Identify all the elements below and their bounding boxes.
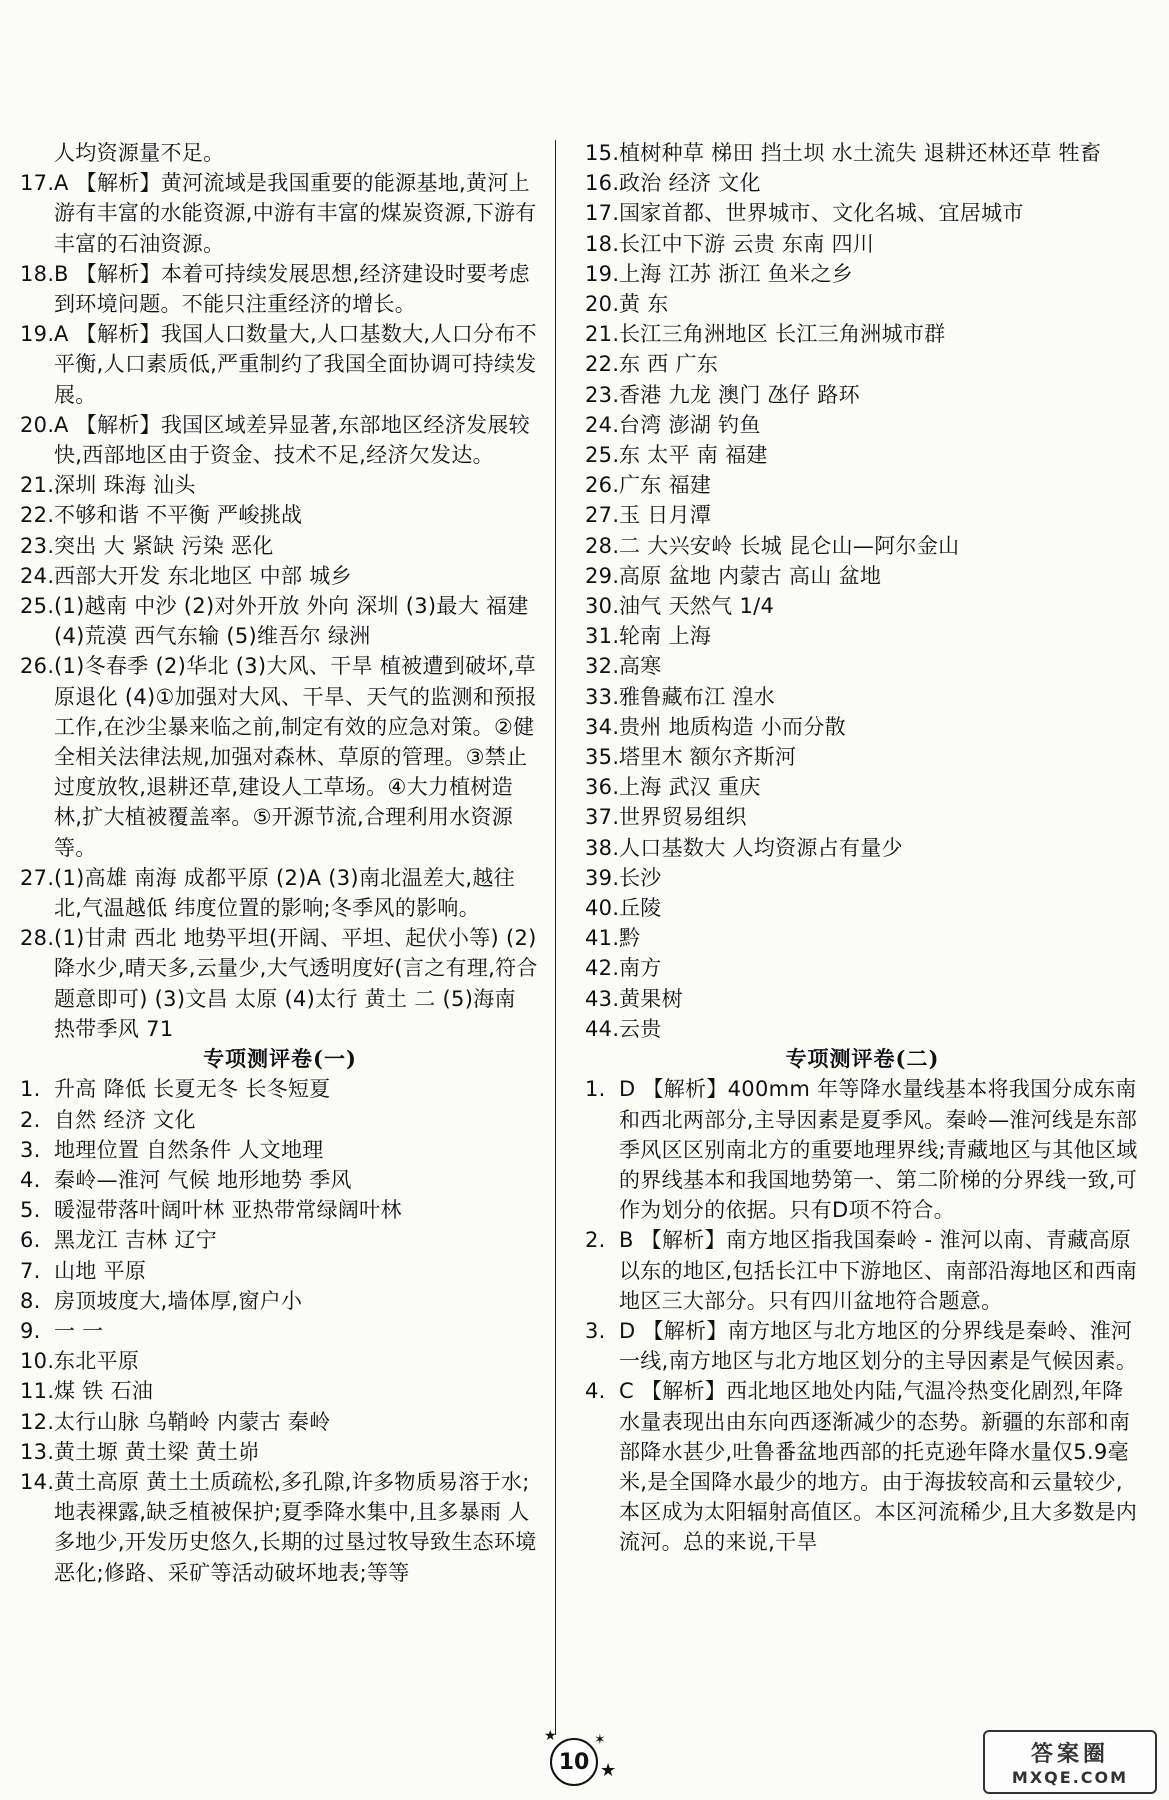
answer-number: 22.	[585, 352, 620, 377]
answer-number: 41.	[585, 926, 620, 951]
answer-text: 轮南 上海	[619, 624, 712, 649]
answer-number: 4.	[20, 1167, 41, 1192]
answer-item	[20, 1195, 540, 1225]
answer-item	[20, 1105, 540, 1135]
answer-text: 玉 日月潭	[619, 503, 712, 528]
answer-text: 国家首都、世界城市、文化名城、宜居城市	[619, 201, 1024, 226]
answer-item	[585, 531, 1140, 561]
answer-item	[20, 1407, 540, 1437]
answer-item	[585, 923, 1140, 953]
answer-number: 27.	[585, 503, 620, 528]
answer-item	[20, 1225, 540, 1255]
answer-number: 17.	[585, 201, 620, 226]
answer-item	[585, 953, 1140, 983]
answer-item	[20, 1316, 540, 1346]
answer-item	[585, 1225, 1140, 1316]
answer-number: 12.	[20, 1409, 55, 1434]
answer-text: 黄土高原 黄土土质疏松,多孔隙,许多物质易溶于水;地表裸露,缺乏植被保护;夏季降水集中,且多暴雨 人多地少,开发历史悠久,长期的过垦过牧导致生态环境恶化;修路、采矿等活动破坏地表;等等	[54, 1469, 537, 1585]
answer-item	[585, 198, 1140, 228]
answer-text: 地理位置 自然条件 人文地理	[54, 1137, 324, 1162]
answer-text: 长江中下游 云贵 东南 四川	[619, 231, 875, 256]
answer-text: 东北平原	[54, 1349, 140, 1374]
answer-number: 2.	[585, 1228, 606, 1253]
answer-item	[585, 380, 1140, 410]
answer-item	[585, 772, 1140, 802]
answer-item	[20, 591, 540, 651]
answer-text: 秦岭—淮河 气候 地形地势 季风	[54, 1167, 352, 1192]
watermark-title: 答案圈	[1030, 1742, 1109, 1767]
answer-text: B 【解析】本着可持续发展思想,经济建设时要考虑到环境问题。不能只注重经济的增长。	[54, 261, 530, 317]
answer-number: 28.	[585, 533, 620, 558]
answer-text: 高原 盆地 内蒙古 高山 盆地	[619, 563, 882, 588]
answer-number: 14.	[20, 1469, 55, 1494]
answer-number: 35.	[585, 745, 620, 770]
answer-number: 18.	[585, 231, 620, 256]
answer-text: A 【解析】我国区域差异显著,东部地区经济发展较快,西部地区由于资金、技术不足,经济欠发达。	[54, 412, 530, 468]
answer-number: 39.	[585, 865, 620, 890]
answer-item	[585, 561, 1140, 591]
answer-number: 16.	[585, 171, 620, 196]
answer-text: 突出 大 紧缺 污染 恶化	[54, 533, 274, 558]
answer-item	[585, 440, 1140, 470]
answer-item	[585, 470, 1140, 500]
answer-text: 二 大兴安岭 长城 昆仑山—阿尔金山	[619, 533, 960, 558]
answer-item	[20, 1376, 540, 1406]
answer-number: 2.	[20, 1107, 41, 1132]
answer-number: 42.	[585, 956, 620, 981]
answer-text: (1)越南 中沙 (2)对外开放 外向 深圳 (3)最大 福建 (4)荒漠 西气东输 (5)维吾尔 绿洲	[54, 594, 529, 649]
answer-text: (1)高雄 南海 成都平原 (2)A (3)南北温差大,越往北,气温越低 纬度位置的影响;冬季风的影响。	[54, 865, 515, 921]
answer-number: 6.	[20, 1228, 41, 1253]
answer-number: 22.	[20, 503, 55, 528]
answer-text: 自然 经济 文化	[54, 1107, 196, 1132]
answer-text: 西部大开发 东北地区 中部 城乡	[54, 563, 352, 588]
answer-number: 25.	[20, 594, 55, 619]
answer-number: 43.	[585, 986, 620, 1011]
answer-number: 21.	[20, 473, 55, 498]
answer-item	[585, 682, 1140, 712]
answer-text: 深圳 珠海 汕头	[54, 473, 196, 498]
answer-number: 17.	[20, 171, 55, 196]
answer-item	[585, 1074, 1140, 1225]
answer-text: 黄果树	[619, 986, 683, 1011]
answer-number: 38.	[585, 835, 620, 860]
answer-item	[585, 500, 1140, 530]
answer-text: 高寒	[619, 654, 662, 679]
answer-text: 黔	[619, 926, 641, 951]
answer-text: 政治 经济 文化	[619, 171, 761, 196]
answer-item	[585, 712, 1140, 742]
answer-item	[585, 289, 1140, 319]
answer-item	[20, 1165, 540, 1195]
page-number-badge	[544, 1728, 617, 1786]
answer-number: 24.	[585, 412, 620, 437]
answer-text: 黄 东	[619, 292, 669, 317]
answer-text: 植树种草 梯田 挡土坝 水土流失 退耕还林还草 牲畜	[619, 141, 1102, 165]
answer-item	[585, 802, 1140, 832]
answer-text: 黄土塬 黄土梁 黄土峁	[54, 1439, 260, 1464]
answer-text: 广东 福建	[619, 473, 712, 498]
answer-item	[585, 893, 1140, 923]
left-column	[20, 138, 540, 1658]
answer-text: 上海 江苏 浙江 鱼米之乡	[619, 261, 853, 286]
answer-number: 30.	[585, 594, 620, 619]
answer-text: 长江三角洲地区 长江三角洲城市群	[619, 322, 946, 347]
answer-item	[585, 984, 1140, 1014]
answer-text: 东 太平 南 福建	[619, 443, 768, 468]
answer-number: 32.	[585, 654, 620, 679]
answer-number: 21.	[585, 322, 620, 347]
answer-text: 人口基数大 人均资源占有量少	[619, 835, 903, 860]
answer-text: 雅鲁藏布江 湟水	[619, 684, 776, 709]
answer-text: 丘陵	[619, 896, 662, 921]
answer-item	[585, 319, 1140, 349]
answer-text: 台湾 澎湖 钓鱼	[619, 412, 761, 437]
answer-text: B 【解析】南方地区指我国秦岭 - 淮河以南、青藏高原以东的地区,包括长江中下游地区、南部沿海地区和西南地区三大部分。只有四川盆地符合题意。	[619, 1228, 1138, 1313]
answer-text: 云贵	[619, 1016, 662, 1041]
answer-number: 15.	[585, 141, 620, 165]
answer-item	[585, 410, 1140, 440]
answer-text: 房顶坡度大,墙体厚,窗户小	[54, 1288, 303, 1313]
answer-text: (1)甘肃 西北 地势平坦(开阔、平坦、起伏小等) (2)降水少,晴天多,云量少,大气透明度好(言之有理,符合题意即可) (3)文昌 太原 (4)太行 黄土 二 (5)海南 热带季风 71	[54, 926, 538, 1041]
answer-number: 29.	[585, 563, 620, 588]
answer-item	[20, 470, 540, 500]
answer-text: 南方	[619, 956, 662, 981]
answer-number: 5.	[20, 1198, 41, 1223]
column-divider	[555, 140, 556, 1735]
answer-item	[20, 923, 540, 1044]
answer-number: 20.	[20, 412, 55, 437]
answer-text: 太行山脉 乌鞘岭 内蒙古 秦岭	[54, 1409, 331, 1434]
answer-text: 世界贸易组织	[619, 805, 747, 830]
answer-item	[585, 168, 1140, 198]
answer-item	[585, 742, 1140, 772]
answer-item	[585, 259, 1140, 289]
answer-number: 40.	[585, 896, 620, 921]
answer-number: 9.	[20, 1318, 41, 1343]
answer-item	[20, 531, 540, 561]
answer-number: 44.	[585, 1016, 620, 1041]
answer-number: 18.	[20, 261, 55, 286]
answer-item	[20, 1467, 540, 1588]
answer-text: 香港 九龙 澳门 氹仔 路环	[619, 382, 860, 407]
answer-item	[585, 1014, 1140, 1044]
answer-number: 26.	[585, 473, 620, 498]
answer-item	[585, 229, 1140, 259]
answer-item	[20, 168, 540, 259]
answer-text: 暖湿带落叶阔叶林 亚热带常绿阔叶林	[54, 1198, 402, 1223]
answer-text: (1)冬春季 (2)华北 (3)大风、干旱 植被遭到破坏,草原退化 (4)①加强对大风、干旱、天气的监测和预报工作,在沙尘暴来临之前,制定有效的应急对策。②健全相关法律法规,加强对森林、草原的管理。③禁止过度放牧,退耕还草,建设人工草场。④大力植树造林,扩大植被覆盖率。⑤开源节流,合理利用水资源等。	[54, 654, 537, 860]
answer-text: 长沙	[619, 865, 662, 890]
answer-number: 1.	[20, 1077, 41, 1102]
answer-number: 3.	[20, 1137, 41, 1162]
answer-item	[20, 561, 540, 591]
answer-item	[20, 863, 540, 923]
answer-number: 8.	[20, 1288, 41, 1313]
star-icon: ★	[544, 1728, 557, 1744]
answer-number: 33.	[585, 684, 620, 709]
answer-number: 25.	[585, 443, 620, 468]
star-icon: ★	[600, 1760, 617, 1781]
page-number: 10	[550, 1738, 598, 1786]
answer-text: 东 西 广东	[619, 352, 719, 377]
answer-number: 20.	[585, 292, 620, 317]
answer-number: 19.	[585, 261, 620, 286]
answer-item	[20, 319, 540, 410]
answer-item	[20, 1135, 540, 1165]
answer-number: 37.	[585, 805, 620, 830]
star-icon: ✶	[594, 1732, 606, 1748]
answer-number: 11.	[20, 1379, 55, 1404]
answer-number: 34.	[585, 714, 620, 739]
answer-item	[585, 591, 1140, 621]
answer-text: 油气 天然气 1/4	[619, 594, 775, 619]
answer-number: 13.	[20, 1439, 55, 1464]
answer-number: 23.	[20, 533, 55, 558]
answer-text: 上海 武汉 重庆	[619, 775, 761, 800]
answer-item	[585, 863, 1140, 893]
answer-number: 1.	[585, 1077, 606, 1102]
answer-text: D 【解析】400mm 年等降水量线基本将我国分成东南和西北两部分,主导因素是夏季风。秦岭—淮河线是东部季风区区别南北方的重要地理界线;青藏地区与其他区域的界线基本和我国地势第一、第二阶梯的分界线一致,可作为划分的依据。只有D项不符合。	[619, 1077, 1138, 1223]
answer-text: C 【解析】西北地区地处内陆,气温冷热变化剧烈,年降水量表现出由东向西逐渐减少的态势。新疆的东部和南部降水甚少,吐鲁番盆地西部的托克逊年降水量仅5.9毫米,是全国降水最少的地方。由于海拔较高和云量较少,本区成为太阳辐射高值区。本区河流稀少,且大多数是内流河。总的来说,干旱	[619, 1379, 1138, 1555]
answer-item	[585, 651, 1140, 681]
answer-item	[585, 621, 1140, 651]
answer-number: 3.	[585, 1318, 606, 1343]
site-watermark	[983, 1730, 1157, 1794]
answer-text: 贵州 地质构造 小而分散	[619, 714, 846, 739]
answer-item	[20, 1346, 540, 1376]
answer-item	[585, 1316, 1140, 1376]
section-title: 专项测评卷(二)	[785, 1046, 940, 1072]
answer-number: 4.	[585, 1379, 606, 1404]
answer-item	[20, 1437, 540, 1467]
answer-item	[585, 349, 1140, 379]
answer-number: 23.	[585, 382, 620, 407]
answer-text: A 【解析】我国人口数量大,人口基数大,人口分布不平衡,人口素质低,严重制约了我国全面协调可持续发展。	[54, 322, 537, 407]
answer-item	[20, 259, 540, 319]
answer-item	[20, 651, 540, 862]
answer-number: 7.	[20, 1258, 41, 1283]
answer-text: 塔里木 额尔齐斯河	[619, 745, 797, 770]
answer-number: 28.	[20, 926, 55, 951]
answer-number: 26.	[20, 654, 55, 679]
answer-item	[20, 1074, 540, 1104]
answer-text: 不够和谐 不平衡 严峻挑战	[54, 503, 303, 528]
answer-item	[20, 1286, 540, 1316]
answer-item	[20, 138, 540, 168]
answer-number: 10.	[20, 1349, 55, 1374]
answer-number: 19.	[20, 322, 55, 347]
answer-number: 27.	[20, 865, 55, 890]
answer-number: 31.	[585, 624, 620, 649]
answer-item	[585, 1376, 1140, 1557]
answer-text: 人均资源量不足。	[54, 141, 225, 165]
answer-number: 36.	[585, 775, 620, 800]
answer-text: 一 一	[54, 1318, 104, 1343]
answer-text: 山地 平原	[54, 1258, 147, 1283]
answer-item	[20, 410, 540, 470]
answer-item	[585, 833, 1140, 863]
answer-item	[20, 1256, 540, 1286]
answer-text: D 【解析】南方地区与北方地区的分界线是秦岭、淮河一线,南方地区与北方地区划分的主导因素是气候因素。	[619, 1318, 1138, 1374]
watermark-url: MXQE.COM	[1011, 1768, 1129, 1787]
answer-number: 24.	[20, 563, 55, 588]
right-column	[585, 138, 1140, 1658]
answer-text: 煤 铁 石油	[54, 1379, 154, 1404]
answer-text: 升高 降低 长夏无冬 长冬短夏	[54, 1077, 331, 1102]
answer-text: A 【解析】黄河流域是我国重要的能源基地,黄河上游有丰富的水能资源,中游有丰富的煤炭资源,下游有丰富的石油资源。	[54, 171, 537, 256]
answer-item	[20, 500, 540, 530]
answer-text: 黑龙江 吉林 辽宁	[54, 1228, 218, 1253]
answer-item	[585, 138, 1140, 168]
section-title: 专项测评卷(一)	[203, 1046, 357, 1072]
